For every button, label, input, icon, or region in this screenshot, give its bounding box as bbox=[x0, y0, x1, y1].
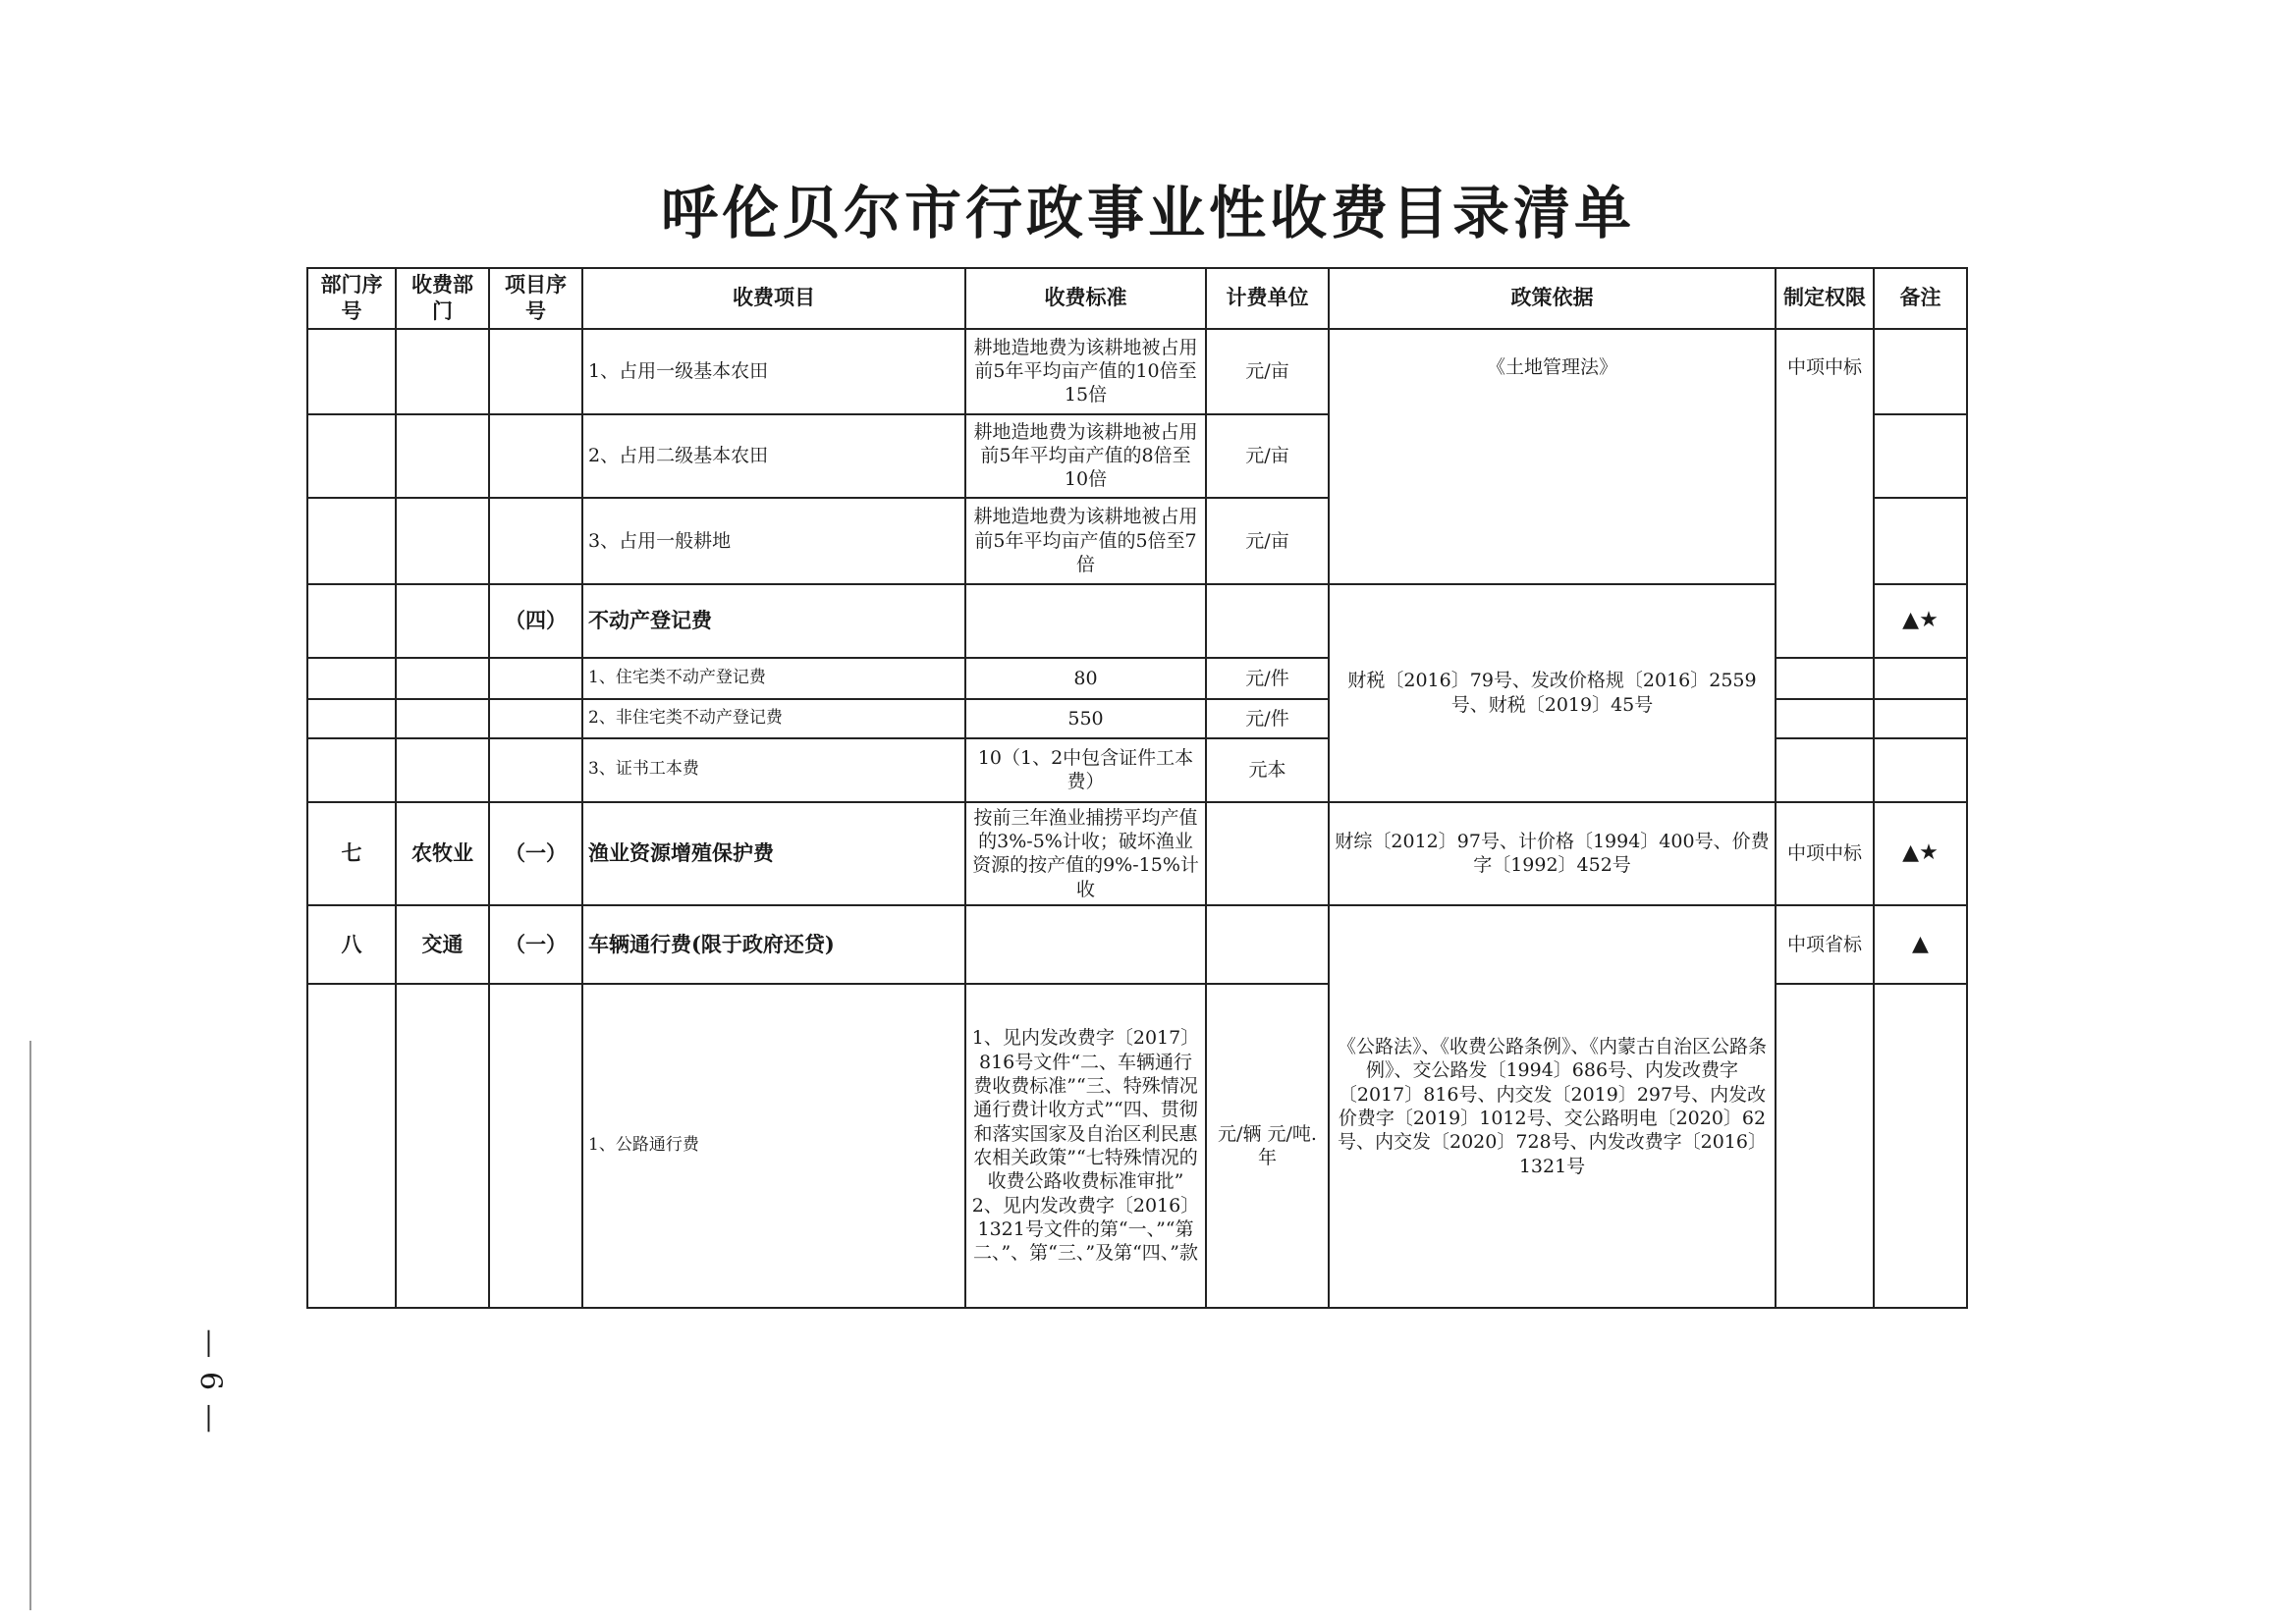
standard-cell: 10（1、2中包含证件工本费） bbox=[965, 738, 1206, 802]
basis-cell: 《公路法》、《收费公路条例》、《内蒙古自治区公路条例》、交公路发〔1994〕686号、内发改费字〔2017〕816号、内交发〔2019〕297号、内发改价费字〔2019〕1012号、交公路明电〔2020〕62号、内交发〔2020〕728号、内发改费字〔2016〕1321号 bbox=[1329, 905, 1776, 1308]
dept-no-cell: 八 bbox=[307, 905, 396, 984]
remark-cell: ▲★ bbox=[1874, 584, 1967, 658]
table-row bbox=[307, 802, 1967, 905]
header-remark: 备注 bbox=[1874, 268, 1967, 329]
header-item: 收费项目 bbox=[582, 268, 965, 329]
authority-cell: 中项中标 bbox=[1776, 329, 1874, 658]
standard-cell: 80 bbox=[965, 658, 1206, 699]
item-no-cell: （四） bbox=[489, 584, 582, 658]
item-no-cell: （一） bbox=[489, 905, 582, 984]
standard-cell: 1、见内发改费字〔2017〕816号文件“二、车辆通行费收费标准”“三、特殊情况通行费计收方式”“四、贯彻和落实国家及自治区利民惠农相关政策”“七特殊情况的收费公路收费标准审批” 2、见内发改费字〔2016〕1321号文件的第“一、”“第二、”、第“三、”及第“四、”款 bbox=[965, 984, 1206, 1308]
unit-cell: 元本 bbox=[1206, 738, 1329, 802]
standard-cell: 耕地造地费为该耕地被占用前5年平均亩产值的8倍至10倍 bbox=[965, 414, 1206, 498]
basis-cell: 《土地管理法》 bbox=[1329, 329, 1776, 584]
unit-cell: 元/辆 元/吨.年 bbox=[1206, 984, 1329, 1308]
header-item-no: 项目序号 bbox=[489, 268, 582, 329]
basis-cell: 财税〔2016〕79号、发改价格规〔2016〕2559号、财税〔2019〕45号 bbox=[1329, 584, 1776, 802]
item-cell: 3、证书工本费 bbox=[582, 738, 965, 802]
unit-cell: 元/件 bbox=[1206, 658, 1329, 699]
table-row bbox=[307, 584, 1967, 658]
page-number: — 6 — bbox=[192, 1328, 228, 1435]
basis-cell: 财综〔2012〕97号、计价格〔1994〕400号、价费字〔1992〕452号 bbox=[1329, 802, 1776, 905]
unit-cell: 元/亩 bbox=[1206, 414, 1329, 498]
item-cell: 不动产登记费 bbox=[582, 584, 965, 658]
scan-edge-line bbox=[29, 1041, 31, 1610]
standard-cell: 550 bbox=[965, 699, 1206, 738]
fee-catalog-table bbox=[306, 267, 1968, 1309]
unit-cell: 元/件 bbox=[1206, 699, 1329, 738]
item-cell: 3、占用一般耕地 bbox=[582, 498, 965, 584]
authority-cell: 中项中标 bbox=[1776, 802, 1874, 905]
header-standard: 收费标准 bbox=[965, 268, 1206, 329]
item-cell: 1、公路通行费 bbox=[582, 984, 965, 1308]
dept-cell: 交通 bbox=[396, 905, 489, 984]
item-cell: 1、占用一级基本农田 bbox=[582, 329, 965, 414]
header-dept: 收费部门 bbox=[396, 268, 489, 329]
unit-cell: 元/亩 bbox=[1206, 498, 1329, 584]
header-basis: 政策依据 bbox=[1329, 268, 1776, 329]
standard-cell: 耕地造地费为该耕地被占用前5年平均亩产值的10倍至15倍 bbox=[965, 329, 1206, 414]
standard-cell: 按前三年渔业捕捞平均产值的3%-5%计收；破坏渔业资源的按产值的9%-15%计收 bbox=[965, 802, 1206, 905]
page-title: 呼伦贝尔市行政事业性收费目录清单 bbox=[660, 180, 1635, 246]
dept-no-cell: 七 bbox=[307, 802, 396, 905]
standard-cell: 耕地造地费为该耕地被占用前5年平均亩产值的5倍至7倍 bbox=[965, 498, 1206, 584]
item-cell: 车辆通行费(限于政府还贷) bbox=[582, 905, 965, 984]
item-cell: 1、住宅类不动产登记费 bbox=[582, 658, 965, 699]
remark-cell: ▲ bbox=[1874, 905, 1967, 984]
table-row bbox=[307, 329, 1967, 414]
dept-cell: 农牧业 bbox=[396, 802, 489, 905]
header-dept-no: 部门序号 bbox=[307, 268, 396, 329]
item-cell: 2、非住宅类不动产登记费 bbox=[582, 699, 965, 738]
item-cell: 2、占用二级基本农田 bbox=[582, 414, 965, 498]
table-row bbox=[307, 905, 1967, 984]
remark-cell: ▲★ bbox=[1874, 802, 1967, 905]
header-row bbox=[307, 268, 1967, 329]
item-no-cell: （一） bbox=[489, 802, 582, 905]
item-cell: 渔业资源增殖保护费 bbox=[582, 802, 965, 905]
authority-cell: 中项省标 bbox=[1776, 905, 1874, 984]
header-authority: 制定权限 bbox=[1776, 268, 1874, 329]
unit-cell: 元/亩 bbox=[1206, 329, 1329, 414]
header-unit: 计费单位 bbox=[1206, 268, 1329, 329]
